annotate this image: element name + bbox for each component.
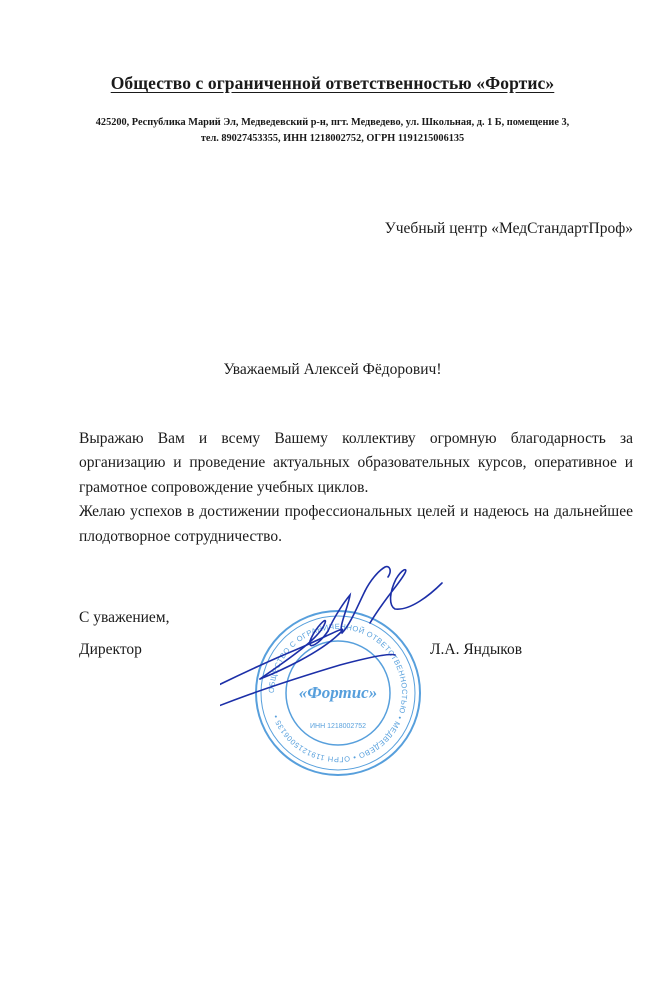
stamp-center-text: «Фортис»	[298, 683, 378, 702]
handwritten-signature	[220, 567, 442, 731]
org-name-heading: Общество с ограниченной ответственностью «Фортис»	[110, 73, 555, 93]
address-line-2: тел. 89027453355, ИНН 1218002752, ОГРН 1191215006135	[200, 133, 465, 144]
org-address-block	[20, 115, 645, 147]
paragraph-text-2	[79, 500, 633, 549]
stamp-inner-text: ИНН 1218002752	[309, 723, 367, 730]
signer-name: Л.А. Яндыков	[430, 641, 523, 658]
address-line-1: 425200, Республика Марий Эл, Медведевский р-н, пгт. Медведево, ул. Школьная, д. 1 Б, помещение 3,	[95, 117, 570, 128]
paragraph-2-text: Желаю успехов в достижении профессиональных целей и надеюсь на дальнейшее плодотворное сотрудничество.	[79, 503, 633, 545]
stamp-ring-text: ОБЩЕСТВО С ОГРАНИЧЕННОЙ ОТВЕТСТВЕННОСТЬЮ • МЕДВЕДЕВО • ОГРН 1191215006135 •	[266, 621, 410, 765]
stamp-svg	[220, 553, 470, 783]
body-paragraph-2	[79, 500, 633, 549]
signer-position: Директор	[79, 641, 142, 658]
paragraph-text-1	[79, 402, 633, 500]
body-paragraph-1	[79, 402, 633, 500]
addressee: Учебный центр «МедСтандартПроф»	[384, 220, 633, 237]
paragraph-1-text: Выражаю Вам и всему Вашему коллективу огромную благодарность за организацию и проведение актуальных образовательных курсов, оперативное и грамотное сопровождение учебных циклов.	[79, 429, 633, 496]
stamp-and-signature	[220, 553, 470, 783]
closing-phrase: С уважением,	[79, 609, 170, 626]
greeting: Уважаемый Алексей Фёдорович!	[223, 361, 442, 378]
